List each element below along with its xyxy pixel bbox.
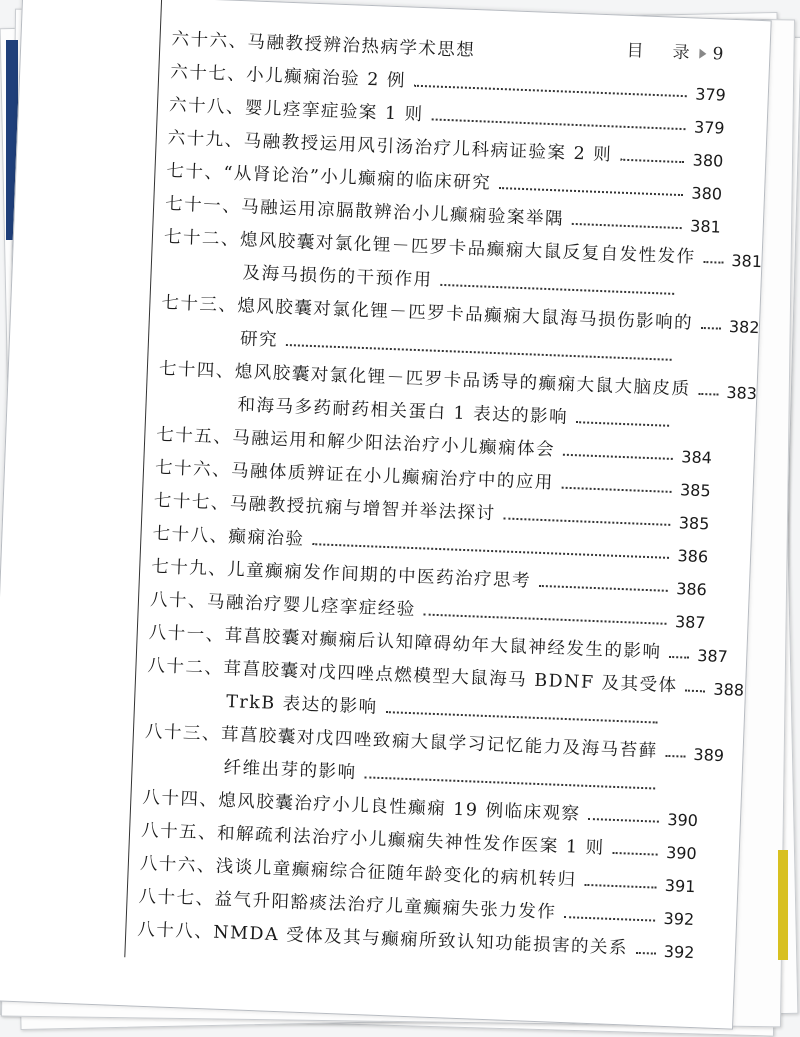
entry-page: 379 bbox=[693, 117, 725, 138]
leader-dots bbox=[431, 118, 686, 130]
entry-page: 387 bbox=[674, 612, 706, 633]
entry-page: 385 bbox=[679, 480, 711, 501]
leader-dots bbox=[414, 85, 688, 98]
leader-dots bbox=[685, 690, 705, 693]
entry-title: 七十九、儿童癫痫发作间期的中医药治疗思考 bbox=[150, 556, 532, 592]
entry-title: 八十六、浅谈儿童癫痫综合征随年龄变化的病机转归 bbox=[139, 853, 577, 891]
entry-title: 七十四、熄风胶囊对氯化锂－匹罗卡品诱导的癫痫大鼠大脑皮质 bbox=[158, 359, 691, 400]
entry-title: 七十一、马融运用凉膈散辨治小儿癫痫验案举隅 bbox=[164, 194, 565, 230]
entry-title: 纤维出芽的影响 bbox=[223, 757, 357, 784]
entry-title: 八十四、熄风胶囊治疗小儿良性癫痫 19 例临床观察 bbox=[142, 787, 581, 825]
book-cover-edge bbox=[778, 850, 788, 960]
entry-title: 六十七、小儿癫痫治验 2 例 bbox=[169, 62, 407, 92]
entry-page: 381 bbox=[689, 216, 722, 237]
leader-dots bbox=[572, 223, 682, 229]
entry-title: 及海马损伤的干预作用 bbox=[242, 263, 433, 291]
entry-title: 研究 bbox=[239, 329, 279, 351]
entry-title: 和海马多药耐药相关蛋白 1 表达的影响 bbox=[237, 395, 569, 428]
entry-title: 七十七、马融教授抗痫与增智并举法探讨 bbox=[153, 491, 496, 525]
leader-dots bbox=[499, 187, 683, 196]
leader-dots bbox=[576, 421, 669, 427]
entry-title: 七十六、马融体质辨证在小儿癫痫治疗中的应用 bbox=[154, 458, 555, 494]
triangle-marker-icon bbox=[699, 49, 706, 59]
entry-page: 383 bbox=[726, 382, 758, 404]
entry-page: 391 bbox=[664, 875, 696, 897]
entry-page: 386 bbox=[677, 546, 709, 567]
entry-title: 七十八、癫痫治验 bbox=[152, 524, 305, 550]
entry-title: 八十三、茸菖胶囊对戊四唑致痫大鼠学习记忆能力及海马苔藓 bbox=[144, 721, 658, 762]
entry-page: 381 bbox=[731, 251, 763, 272]
leader-dots bbox=[612, 852, 658, 856]
leader-dots bbox=[703, 261, 723, 264]
entry-title: 八十七、益气升阳豁痰法治疗儿童癫痫失张力发作 bbox=[138, 886, 557, 923]
entry-page: 384 bbox=[680, 447, 713, 468]
header-title: 目 录 bbox=[626, 40, 696, 64]
leader-dots bbox=[620, 159, 685, 163]
entry-page: 379 bbox=[694, 84, 727, 105]
entry-page: 390 bbox=[665, 842, 698, 864]
entry-page: 380 bbox=[692, 150, 724, 171]
running-header bbox=[626, 36, 730, 65]
leader-dots bbox=[562, 487, 672, 493]
entry-page: 385 bbox=[678, 513, 710, 534]
entry-title: 八十二、茸菖胶囊对戊四唑点燃模型大鼠海马 BDNF 及其受体 bbox=[147, 655, 678, 697]
entry-page: 389 bbox=[693, 744, 725, 766]
entry-title: TrkB 表达的影响 bbox=[225, 691, 379, 718]
entry-page: 386 bbox=[675, 579, 708, 600]
entry-title: 八十五、和解疏利法治疗小儿癫痫失神性发作医案 1 则 bbox=[140, 820, 605, 859]
entry-page: 388 bbox=[713, 679, 745, 700]
leader-dots bbox=[440, 284, 674, 295]
leader-dots bbox=[385, 711, 657, 723]
leader-dots bbox=[665, 755, 685, 758]
leader-dots bbox=[539, 585, 668, 592]
entry-title: 八十一、茸菖胶囊对癫痫后认知障碍幼年大鼠神经发生的影响 bbox=[148, 622, 662, 663]
entry-page: 390 bbox=[667, 809, 699, 831]
entry-title: 六十九、马融教授运用风引汤治疗儿科病证验案 2 则 bbox=[167, 128, 613, 166]
leader-dots bbox=[636, 952, 656, 955]
entry-title: 七十五、马融运用和解少阳法治疗小儿癫痫体会 bbox=[155, 425, 556, 461]
leader-dots bbox=[701, 327, 721, 330]
entry-title: 八十八、NMDA 受体及其与癫痫所致认知功能损害的关系 bbox=[136, 919, 629, 959]
entry-page: 392 bbox=[663, 908, 695, 930]
leader-dots bbox=[364, 776, 655, 789]
header-page-number: 9 bbox=[712, 44, 730, 65]
entry-page: 392 bbox=[663, 941, 695, 963]
entry-title: 六十六、马融教授辨治热病学术思想 bbox=[171, 29, 476, 62]
entry-page: 380 bbox=[691, 183, 723, 204]
entry-title: 六十八、婴儿痉挛症验案 1 则 bbox=[168, 95, 424, 126]
leader-dots bbox=[698, 393, 718, 396]
entry-title: 八十、马融治疗婴儿痉挛症经验 bbox=[149, 589, 417, 621]
leader-dots bbox=[424, 613, 667, 624]
entry-page: 382 bbox=[728, 316, 760, 338]
leader-dots bbox=[564, 916, 655, 922]
entry-title: 七十、“从肾论治”小儿癫痫的临床研究 bbox=[166, 161, 492, 194]
entry-page: 387 bbox=[696, 646, 729, 667]
leader-dots bbox=[669, 656, 689, 659]
leader-dots bbox=[503, 517, 670, 525]
leader-dots bbox=[563, 454, 673, 460]
entry-title: 七十三、熄风胶囊对氯化锂－匹罗卡品癫痫大鼠海马损伤影响的 bbox=[161, 293, 694, 334]
leader-dots bbox=[584, 884, 656, 889]
leader-dots bbox=[588, 818, 659, 823]
entry-title: 七十二、熄风胶囊对氯化锂－匹罗卡品癫痫大鼠反复自发性发作 bbox=[163, 227, 696, 268]
